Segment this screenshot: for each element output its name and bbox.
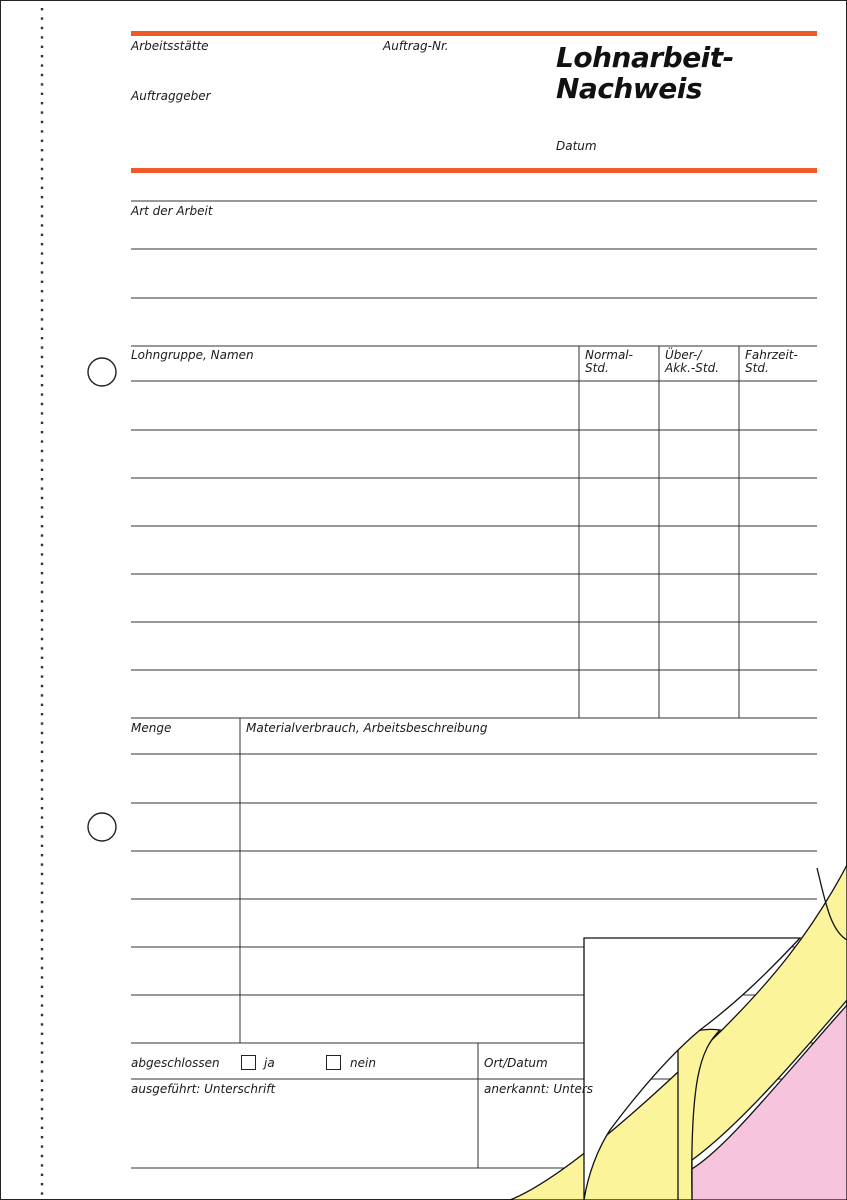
- label-auftrag-nr: Auftrag-Nr.: [383, 39, 449, 53]
- form-title-line-2: Nachweis: [556, 72, 702, 105]
- label-anerkannt-unterschrift: anerkannt: Unters: [484, 1082, 594, 1096]
- header-rule-bottom: [131, 168, 817, 173]
- header-normal-std-line2: Std.: [585, 361, 609, 375]
- punch-hole-top: [88, 358, 116, 386]
- form-title: [556, 42, 734, 104]
- header-fahrzeit-std: [745, 349, 798, 375]
- header-ueber-line2: Akk.-Std.: [665, 361, 720, 375]
- label-ja: ja: [264, 1056, 275, 1070]
- label-ort-datum: Ort/Datum: [484, 1056, 548, 1070]
- header-normal-std: [585, 349, 633, 375]
- label-nein: nein: [350, 1056, 376, 1070]
- label-ausgefuehrt-unterschrift: ausgeführt: Unterschrift: [131, 1082, 276, 1096]
- punch-hole-bottom: [88, 813, 116, 841]
- labor-table-grid: [131, 346, 817, 718]
- label-art-der-arbeit: Art der Arbeit: [131, 204, 213, 218]
- header-ueber-akk-std: [665, 349, 719, 375]
- form-title-line-1: Lohnarbeit-: [556, 41, 734, 74]
- header-rule-top: [131, 31, 817, 36]
- header-ueber-line1: Über-/: [665, 348, 702, 362]
- label-datum: Datum: [556, 139, 597, 153]
- header-normal-std-line1: Normal-: [585, 348, 633, 362]
- label-arbeitsstaette: Arbeitsstätte: [131, 39, 209, 53]
- sheet-border: [1, 1, 847, 1200]
- checkbox-nein[interactable]: [326, 1055, 341, 1070]
- header-menge: Menge: [131, 721, 172, 735]
- header-materialverbrauch: Materialverbrauch, Arbeitsbeschreibung: [246, 721, 488, 735]
- art-der-arbeit-lines: [131, 201, 817, 346]
- header-fahrzeit-line1: Fahrzeit-: [745, 348, 798, 362]
- label-abgeschlossen: abgeschlossen: [131, 1056, 220, 1070]
- checkbox-ja[interactable]: [241, 1055, 256, 1070]
- header-fahrzeit-line2: Std.: [745, 361, 769, 375]
- carbon-copy-corner: [510, 865, 847, 1200]
- label-auftraggeber: Auftraggeber: [131, 89, 211, 103]
- header-lohngruppe-namen: Lohngruppe, Namen: [131, 348, 254, 362]
